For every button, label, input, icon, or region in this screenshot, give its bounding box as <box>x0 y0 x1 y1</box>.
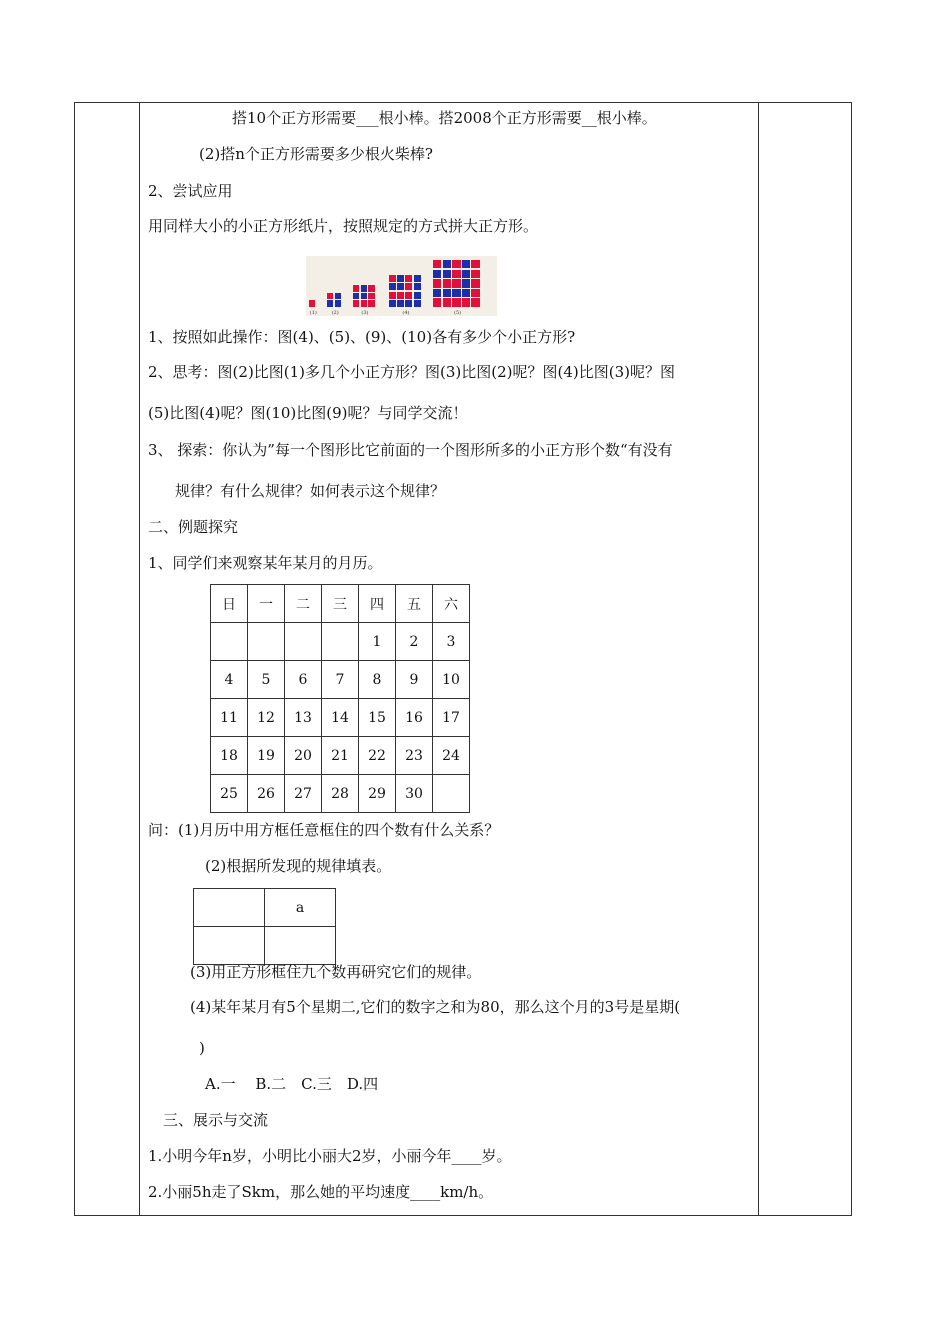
small-square <box>335 300 341 306</box>
question-line: (3)用正方形框住九个数再研究它们的规律。 <box>190 963 482 981</box>
table-cell: 1 <box>359 623 396 661</box>
question-line: 2.小丽5h走了Skm，那么她的平均速度____km/h。 <box>148 1183 494 1201</box>
table-cell: a <box>265 889 336 927</box>
small-square <box>443 289 451 297</box>
small-square <box>397 275 404 282</box>
small-square <box>452 289 460 297</box>
table-cell: 27 <box>285 775 322 813</box>
figure-caption: (4) <box>402 310 410 316</box>
table-cell: 12 <box>248 699 285 737</box>
table-cell: 5 <box>248 661 285 699</box>
small-square <box>443 270 451 278</box>
table-cell: 15 <box>359 699 396 737</box>
table-cell <box>433 775 470 813</box>
question-line: 规律？有什么规律？如何表示这个规律？ <box>175 482 446 500</box>
small-square <box>462 289 470 297</box>
table-cell: 29 <box>359 775 396 813</box>
table-cell <box>265 927 336 965</box>
answer-choices: A.一 B.二 C.三 D.四 <box>205 1075 379 1093</box>
squares-figure <box>306 256 497 316</box>
calendar-table <box>210 584 470 813</box>
table-cell: 六 <box>433 585 470 623</box>
table-cell <box>248 623 285 661</box>
table-cell: 一 <box>248 585 285 623</box>
question-line: 3、 探索：你认为”每一个图形比它前面的一个图形所多的小正方形个数“有没有 <box>148 441 673 459</box>
small-square <box>462 270 470 278</box>
small-square <box>433 289 441 297</box>
table-cell: 25 <box>211 775 248 813</box>
table-cell: 4 <box>211 661 248 699</box>
table-cell <box>194 889 265 927</box>
section-heading: 二、例题探究 <box>148 518 239 536</box>
table-cell: 21 <box>322 737 359 775</box>
figure-caption: (3) <box>361 310 369 316</box>
small-square <box>389 275 396 282</box>
paragraph: 用同样大小的小正方形纸片，按照规定的方式拼大正方形。 <box>148 217 539 235</box>
small-square <box>397 300 404 307</box>
small-square <box>368 300 374 306</box>
small-square <box>471 298 479 306</box>
small-square <box>309 300 315 306</box>
table-cell: 四 <box>359 585 396 623</box>
question-line: ) <box>199 1039 205 1057</box>
small-square <box>353 285 359 291</box>
small-square <box>405 300 412 307</box>
table-cell <box>322 623 359 661</box>
small-square <box>433 260 441 268</box>
table-cell: 24 <box>433 737 470 775</box>
column-divider-right <box>758 103 759 1215</box>
small-square <box>361 293 367 299</box>
table-row <box>211 661 470 699</box>
table-row <box>211 699 470 737</box>
small-square <box>462 298 470 306</box>
small-square <box>443 260 451 268</box>
question-line: (5)比图(4)呢？图(10)比图(9)呢？与同学交流！ <box>148 404 468 422</box>
small-square <box>452 270 460 278</box>
table-row <box>211 623 470 661</box>
question-line: 问：(1)月历中用方框任意框住的四个数有什么关系？ <box>148 821 500 839</box>
question-line: 1、按照如此操作：图(4)、(5)、(9)、(10)各有多少个小正方形? <box>148 328 576 346</box>
table-cell <box>194 927 265 965</box>
section-heading: 三、展示与交流 <box>163 1111 269 1129</box>
question-line: 1.小明今年n岁，小明比小丽大2岁，小丽今年____岁。 <box>148 1147 512 1165</box>
table-row <box>194 889 336 927</box>
table-cell: 30 <box>396 775 433 813</box>
table-cell: 6 <box>285 661 322 699</box>
question-line: (2)搭n个正方形需要多少根火柴棒? <box>199 145 433 163</box>
small-square <box>405 283 412 290</box>
table-cell: 3 <box>433 623 470 661</box>
table-cell: 17 <box>433 699 470 737</box>
small-square <box>433 270 441 278</box>
small-square <box>389 292 396 299</box>
table-cell: 二 <box>285 585 322 623</box>
fill-table <box>193 888 336 965</box>
table-cell: 20 <box>285 737 322 775</box>
table-row <box>211 775 470 813</box>
small-square <box>471 270 479 278</box>
table-row <box>211 585 470 623</box>
small-square <box>405 292 412 299</box>
question-line: 2、思考：图(2)比图(1)多几个小正方形？图(3)比图(2)呢？图(4)比图(3)呢？图 <box>148 363 676 381</box>
small-square <box>462 279 470 287</box>
question-line: (2)根据所发现的规律填表。 <box>205 857 392 875</box>
table-cell <box>211 623 248 661</box>
table-cell: 7 <box>322 661 359 699</box>
small-square <box>368 293 374 299</box>
small-square <box>327 300 333 306</box>
small-square <box>433 298 441 306</box>
small-square <box>389 300 396 307</box>
table-cell: 11 <box>211 699 248 737</box>
figure-caption: (5) <box>454 310 462 316</box>
figure-caption: (1) <box>309 310 317 316</box>
table-cell: 23 <box>396 737 433 775</box>
table-cell: 10 <box>433 661 470 699</box>
small-square <box>397 283 404 290</box>
small-square <box>471 279 479 287</box>
table-cell: 2 <box>396 623 433 661</box>
table-cell: 26 <box>248 775 285 813</box>
table-cell: 14 <box>322 699 359 737</box>
table-row <box>194 927 336 965</box>
small-square <box>433 279 441 287</box>
small-square <box>414 292 421 299</box>
small-square <box>353 293 359 299</box>
paragraph: 1、同学们来观察某年某月的月历。 <box>148 554 383 572</box>
table-cell: 8 <box>359 661 396 699</box>
small-square <box>361 285 367 291</box>
small-square <box>361 300 367 306</box>
table-cell: 五 <box>396 585 433 623</box>
table-cell: 28 <box>322 775 359 813</box>
figure-caption: (2) <box>331 310 339 316</box>
table-cell <box>285 623 322 661</box>
small-square <box>452 260 460 268</box>
small-square <box>443 279 451 287</box>
question-line: (4)某年某月有5个星期二,它们的数字之和为80，那么这个月的3号是星期( <box>190 998 681 1016</box>
table-cell: 19 <box>248 737 285 775</box>
table-cell: 16 <box>396 699 433 737</box>
table-cell: 13 <box>285 699 322 737</box>
small-square <box>443 298 451 306</box>
small-square <box>414 300 421 307</box>
small-square <box>414 283 421 290</box>
small-square <box>368 285 374 291</box>
small-square <box>405 275 412 282</box>
small-square <box>327 293 333 299</box>
small-square <box>462 260 470 268</box>
small-square <box>414 275 421 282</box>
column-divider-left <box>139 103 140 1215</box>
small-square <box>452 298 460 306</box>
section-heading: 2、尝试应用 <box>148 182 233 200</box>
table-cell: 22 <box>359 737 396 775</box>
small-square <box>397 292 404 299</box>
table-cell: 三 <box>322 585 359 623</box>
table-cell: 18 <box>211 737 248 775</box>
table-row <box>211 737 470 775</box>
small-square <box>335 293 341 299</box>
small-square <box>471 260 479 268</box>
small-square <box>389 283 396 290</box>
small-square <box>353 300 359 306</box>
question-line: 搭10个正方形需要___根小棒。搭2008个正方形需要__根小棒。 <box>232 109 657 127</box>
table-cell: 9 <box>396 661 433 699</box>
table-cell: 日 <box>211 585 248 623</box>
small-square <box>471 289 479 297</box>
small-square <box>452 279 460 287</box>
